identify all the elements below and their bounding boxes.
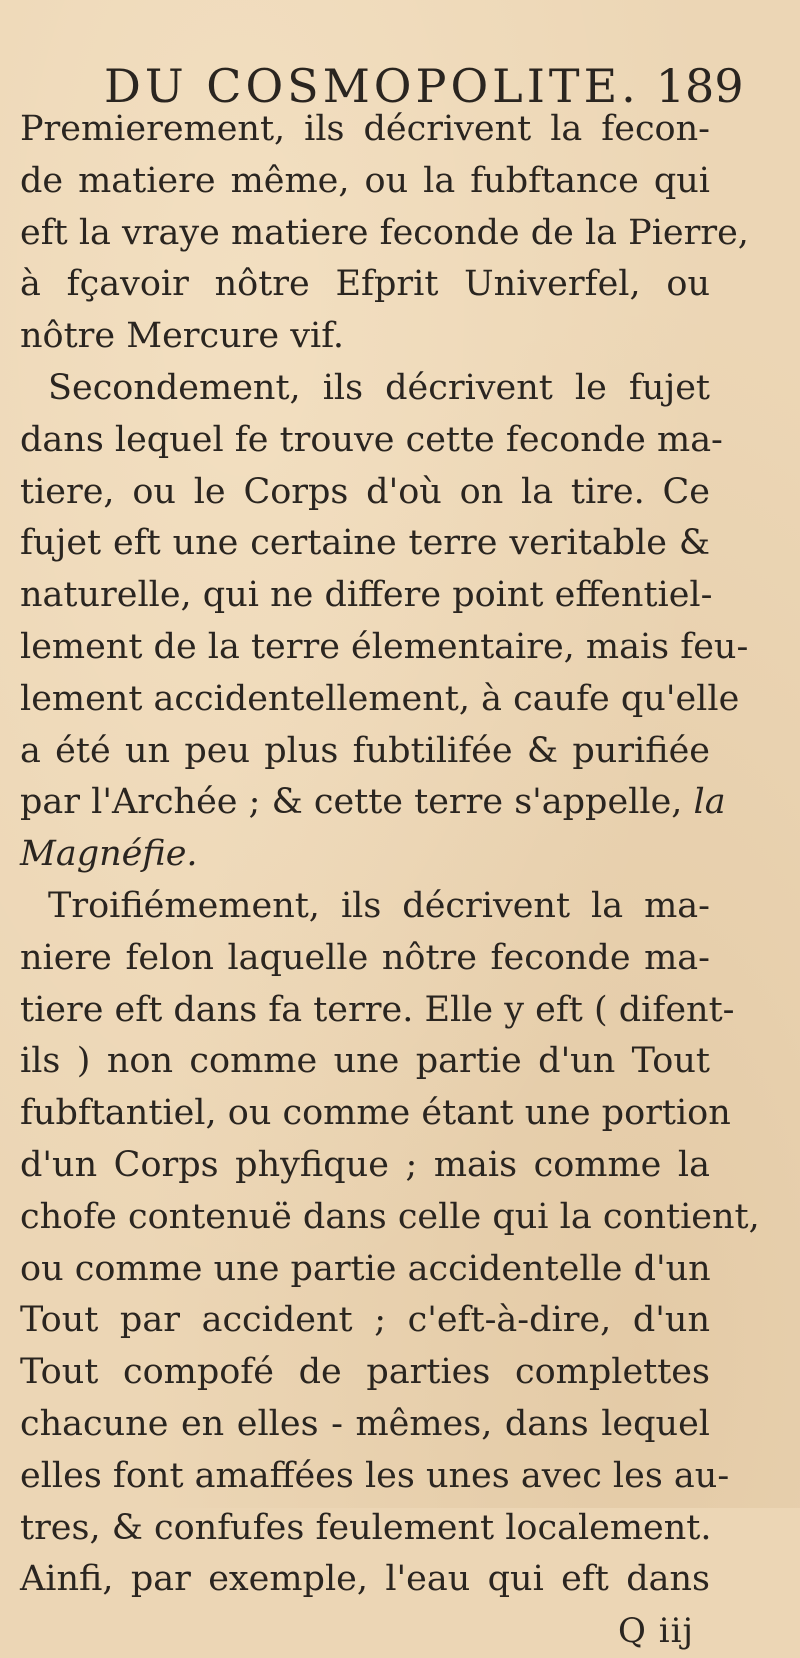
paragraph-start-line: Troifiémement, ils décrivent la ma- — [48, 885, 710, 926]
text-line: à fçavoir nôtre Efprit Univerfel, ou — [20, 264, 710, 305]
text-line: chofe contenuë dans celle qui la contient, — [20, 1196, 760, 1237]
text-line: niere felon laquelle nôtre feconde ma- — [20, 937, 710, 978]
running-title: DU COSMOPOLITE. — [104, 59, 640, 113]
text-line: d'un Corps phyfique ; mais comme la — [20, 1144, 710, 1185]
text-line: ou comme une partie accidentelle d'un — [20, 1248, 711, 1289]
text-line: eft la vraye matiere feconde de la Pierre, — [20, 212, 749, 253]
text-line: Tout par accident ; c'eft-à-dire, d'un — [20, 1300, 710, 1341]
italic-term-line: Magnéfie. — [20, 834, 198, 875]
text-line: elles font amaffées les unes avec les au- — [20, 1455, 730, 1496]
text-line: fubftantiel, ou comme étant une portion — [20, 1093, 731, 1134]
text-line: dans lequel fe trouve cette feconde ma- — [20, 419, 723, 460]
text-line — [20, 777, 726, 829]
text-line: a été un peu plus fubtilifée & purifiée — [20, 730, 710, 771]
italic-term: la — [693, 782, 726, 823]
text-line: nôtre Mercure vif. — [20, 316, 345, 357]
text-line: lement accidentellement, à caufe qu'elle — [20, 678, 740, 719]
text-line: ils ) non comme une partie d'un Tout — [20, 1041, 710, 1082]
body-text — [20, 104, 760, 1658]
text-line: Tout compofé de parties complettes — [20, 1352, 710, 1393]
text-line: Ainfi, par exemple, l'eau qui eft dans — [20, 1559, 710, 1600]
text-line: fujet eft une certaine terre veritable & — [20, 523, 710, 564]
text-line: de matiere même, ou la fubftance qui — [20, 160, 710, 201]
page-number: 189 — [655, 59, 744, 113]
text-line: tres, & confufes feulement localement. — [20, 1507, 712, 1548]
text-line: tiere, ou le Corps d'où on la tire. Ce — [20, 471, 710, 512]
text-segment: par l'Archée ; & cette terre s'appelle, — [20, 782, 694, 823]
paragraph-start-line: Secondement, ils décrivent le fujet — [48, 367, 710, 408]
signature-mark: Q iij — [618, 1611, 694, 1652]
text-line: naturelle, qui ne differe point effentiel- — [20, 575, 713, 616]
text-line: lement de la terre élementaire, mais feu- — [20, 626, 749, 667]
text-line: chacune en elles - mêmes, dans lequel — [20, 1403, 710, 1444]
text-line: tiere eft dans fa terre. Elle y eft ( difent- — [20, 989, 735, 1030]
text-line: Premierement, ils décrivent la fecon- — [20, 109, 710, 149]
